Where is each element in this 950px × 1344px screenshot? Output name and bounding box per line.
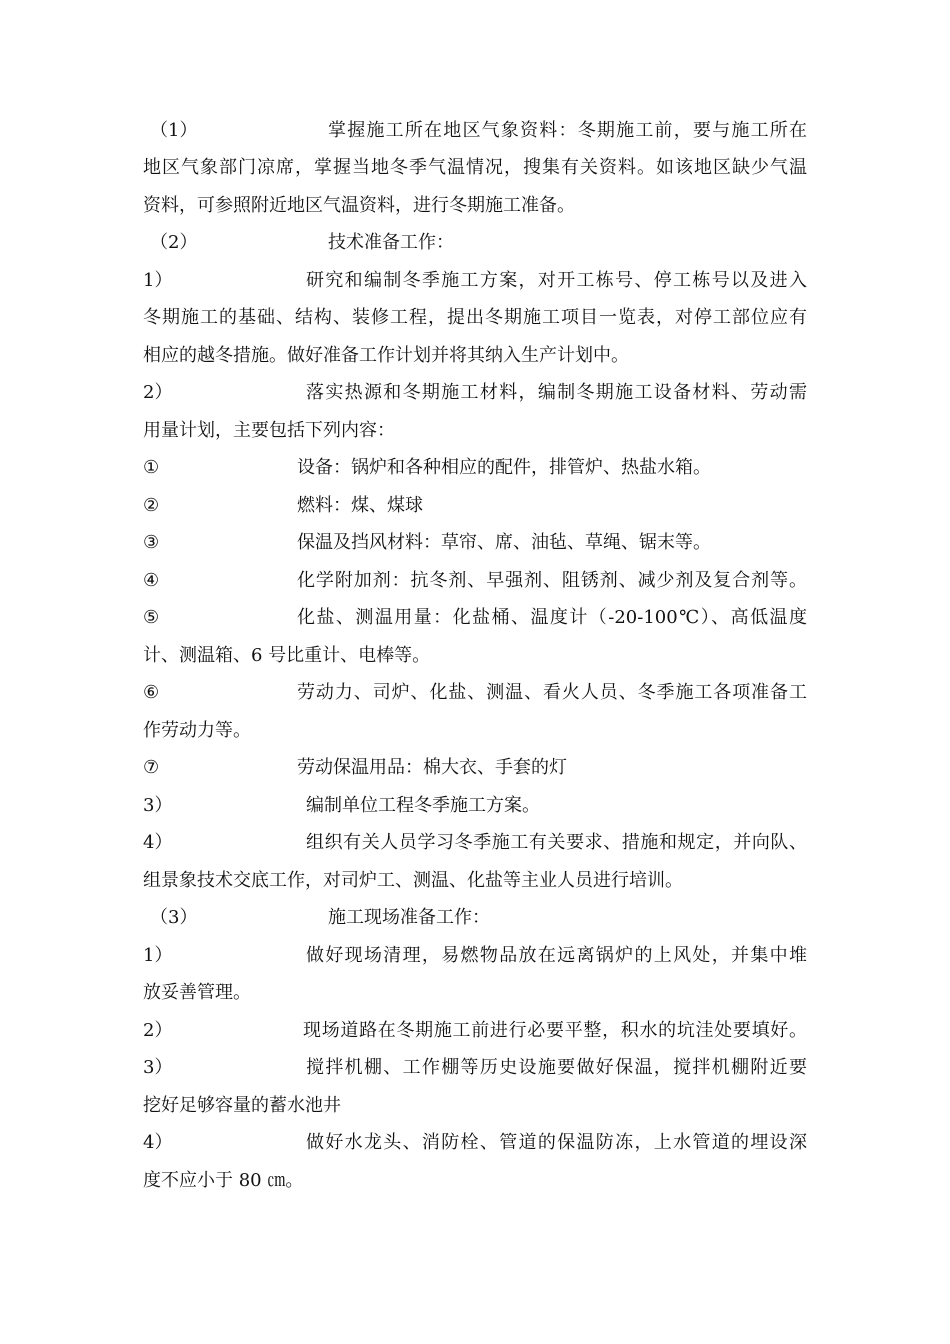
item-marker: ⑤ <box>143 607 160 628</box>
paragraph-line <box>143 1094 807 1118</box>
paragraph-text: 研究和编制冬季施工方案，对开工栋号、停工栋号以及进入 <box>306 270 807 291</box>
paragraph-text: 资料，可参照附近地区气温资料，进行冬期施工准备。 <box>143 195 575 216</box>
item-marker: 2） <box>143 382 173 403</box>
paragraph-text: 度不应小于 80 ㎝。 <box>143 1170 304 1191</box>
paragraph-line <box>143 944 807 968</box>
item-marker: ⑥ <box>143 682 160 703</box>
paragraph-line <box>143 1131 807 1155</box>
paragraph-line <box>143 1056 807 1080</box>
paragraph-text: 用量计划，主要包括下列内容： <box>143 420 395 441</box>
item-marker: 4） <box>143 1132 173 1153</box>
paragraph-text: 相应的越冬措施。做好准备工作计划并将其纳入生产计划中。 <box>143 345 629 366</box>
paragraph-line <box>143 306 807 330</box>
list-item-text: 设备：锅炉和各种相应的配件，排管炉、热盐水箱。 <box>297 457 711 478</box>
paragraph-line <box>143 981 807 1005</box>
paragraph-text: 搅拌机棚、工作棚等历史设施要做好保温，搅拌机棚附近要 <box>306 1057 807 1078</box>
item-marker: 4） <box>143 832 173 853</box>
paragraph-text: 组织有关人员学习冬季施工有关要求、措施和规定，并向队、 <box>306 832 807 853</box>
paragraph-line <box>143 269 807 293</box>
paragraph-text: 组景象技术交底工作，对司炉工、测温、化盐等主业人员进行培训。 <box>143 870 683 891</box>
item-marker: ⑦ <box>143 757 160 778</box>
item-marker: （1） <box>150 120 198 141</box>
item-marker: ① <box>143 457 160 478</box>
paragraph-line <box>143 831 807 855</box>
paragraph-text: 编制单位工程冬季施工方案。 <box>306 795 540 816</box>
list-item-text: 作劳动力等。 <box>143 720 251 741</box>
item-marker: （2） <box>150 232 198 253</box>
paragraph-line <box>143 119 807 143</box>
item-marker: 1） <box>143 945 173 966</box>
paragraph-text: 冬期施工的基础、结构、装修工程，提出冬期施工项目一览表，对停工部位应有 <box>143 307 807 328</box>
paragraph-text: 做好水龙头、消防栓、管道的保温防冻，上水管道的埋设深 <box>306 1132 807 1153</box>
paragraph-text: 落实热源和冬期施工材料，编制冬期施工设备材料、劳动需 <box>306 382 807 403</box>
list-item-text: 劳动保温用品：棉大衣、手套的灯 <box>297 757 567 778</box>
list-item-text: 保温及挡风材料：草帘、席、油毡、草绳、锯末等。 <box>297 532 711 553</box>
item-marker: 2） <box>143 1020 173 1041</box>
paragraph-line <box>143 419 807 443</box>
list-item-text: 燃料：煤、煤球 <box>297 495 423 516</box>
paragraph-text: 现场道路在冬期施工前进行必要平整，积水的坑洼处要填好。 <box>303 1020 807 1041</box>
paragraph-line <box>143 644 807 668</box>
list-item <box>143 756 807 780</box>
paragraph-line <box>143 794 807 818</box>
item-marker: 3） <box>143 795 173 816</box>
item-marker: ② <box>143 495 160 516</box>
list-item <box>143 569 807 593</box>
paragraph-line <box>143 156 807 180</box>
list-item-text: 化盐、测温用量：化盐桶、温度计（-20-100℃）、高低温度 <box>297 607 807 628</box>
paragraph-text: 地区气象部门凉席，掌握当地冬季气温情况，搜集有关资料。如该地区缺少气温 <box>143 157 807 178</box>
heading-text: 施工现场准备工作： <box>328 907 490 928</box>
list-item <box>143 606 807 630</box>
heading-text: 技术准备工作： <box>328 232 454 253</box>
paragraph-text: 做好现场清理，易燃物品放在远离锅炉的上风处，并集中堆 <box>306 945 807 966</box>
list-item-text: 化学附加剂：抗冬剂、早强剂、阻锈剂、减少剂及复合剂等。 <box>297 570 807 591</box>
paragraph-line <box>143 381 807 405</box>
item-marker: 3） <box>143 1057 173 1078</box>
list-item-text: 劳动力、司炉、化盐、测温、看火人员、冬季施工各项准备工 <box>297 682 807 703</box>
item-marker: ④ <box>143 570 160 591</box>
paragraph-line <box>143 194 807 218</box>
paragraph-text: 放妥善管理。 <box>143 982 251 1003</box>
list-item-text: 计、测温箱、6 号比重计、电棒等。 <box>143 645 431 666</box>
item-marker: 1） <box>143 270 173 291</box>
paragraph-line <box>143 344 807 368</box>
list-item <box>143 456 807 480</box>
list-item <box>143 531 807 555</box>
paragraph-line <box>143 1169 807 1193</box>
paragraph-line <box>143 719 807 743</box>
section-heading <box>143 906 807 930</box>
paragraph-line <box>143 869 807 893</box>
item-marker: （3） <box>150 907 198 928</box>
item-marker: ③ <box>143 532 160 553</box>
paragraph-line <box>143 1019 807 1043</box>
paragraph-text: 挖好足够容量的蓄水池井 <box>143 1095 341 1116</box>
list-item <box>143 494 807 518</box>
section-heading <box>143 231 807 255</box>
paragraph-text: 掌握施工所在地区气象资料：冬期施工前，要与施工所在 <box>328 120 807 141</box>
list-item <box>143 681 807 705</box>
